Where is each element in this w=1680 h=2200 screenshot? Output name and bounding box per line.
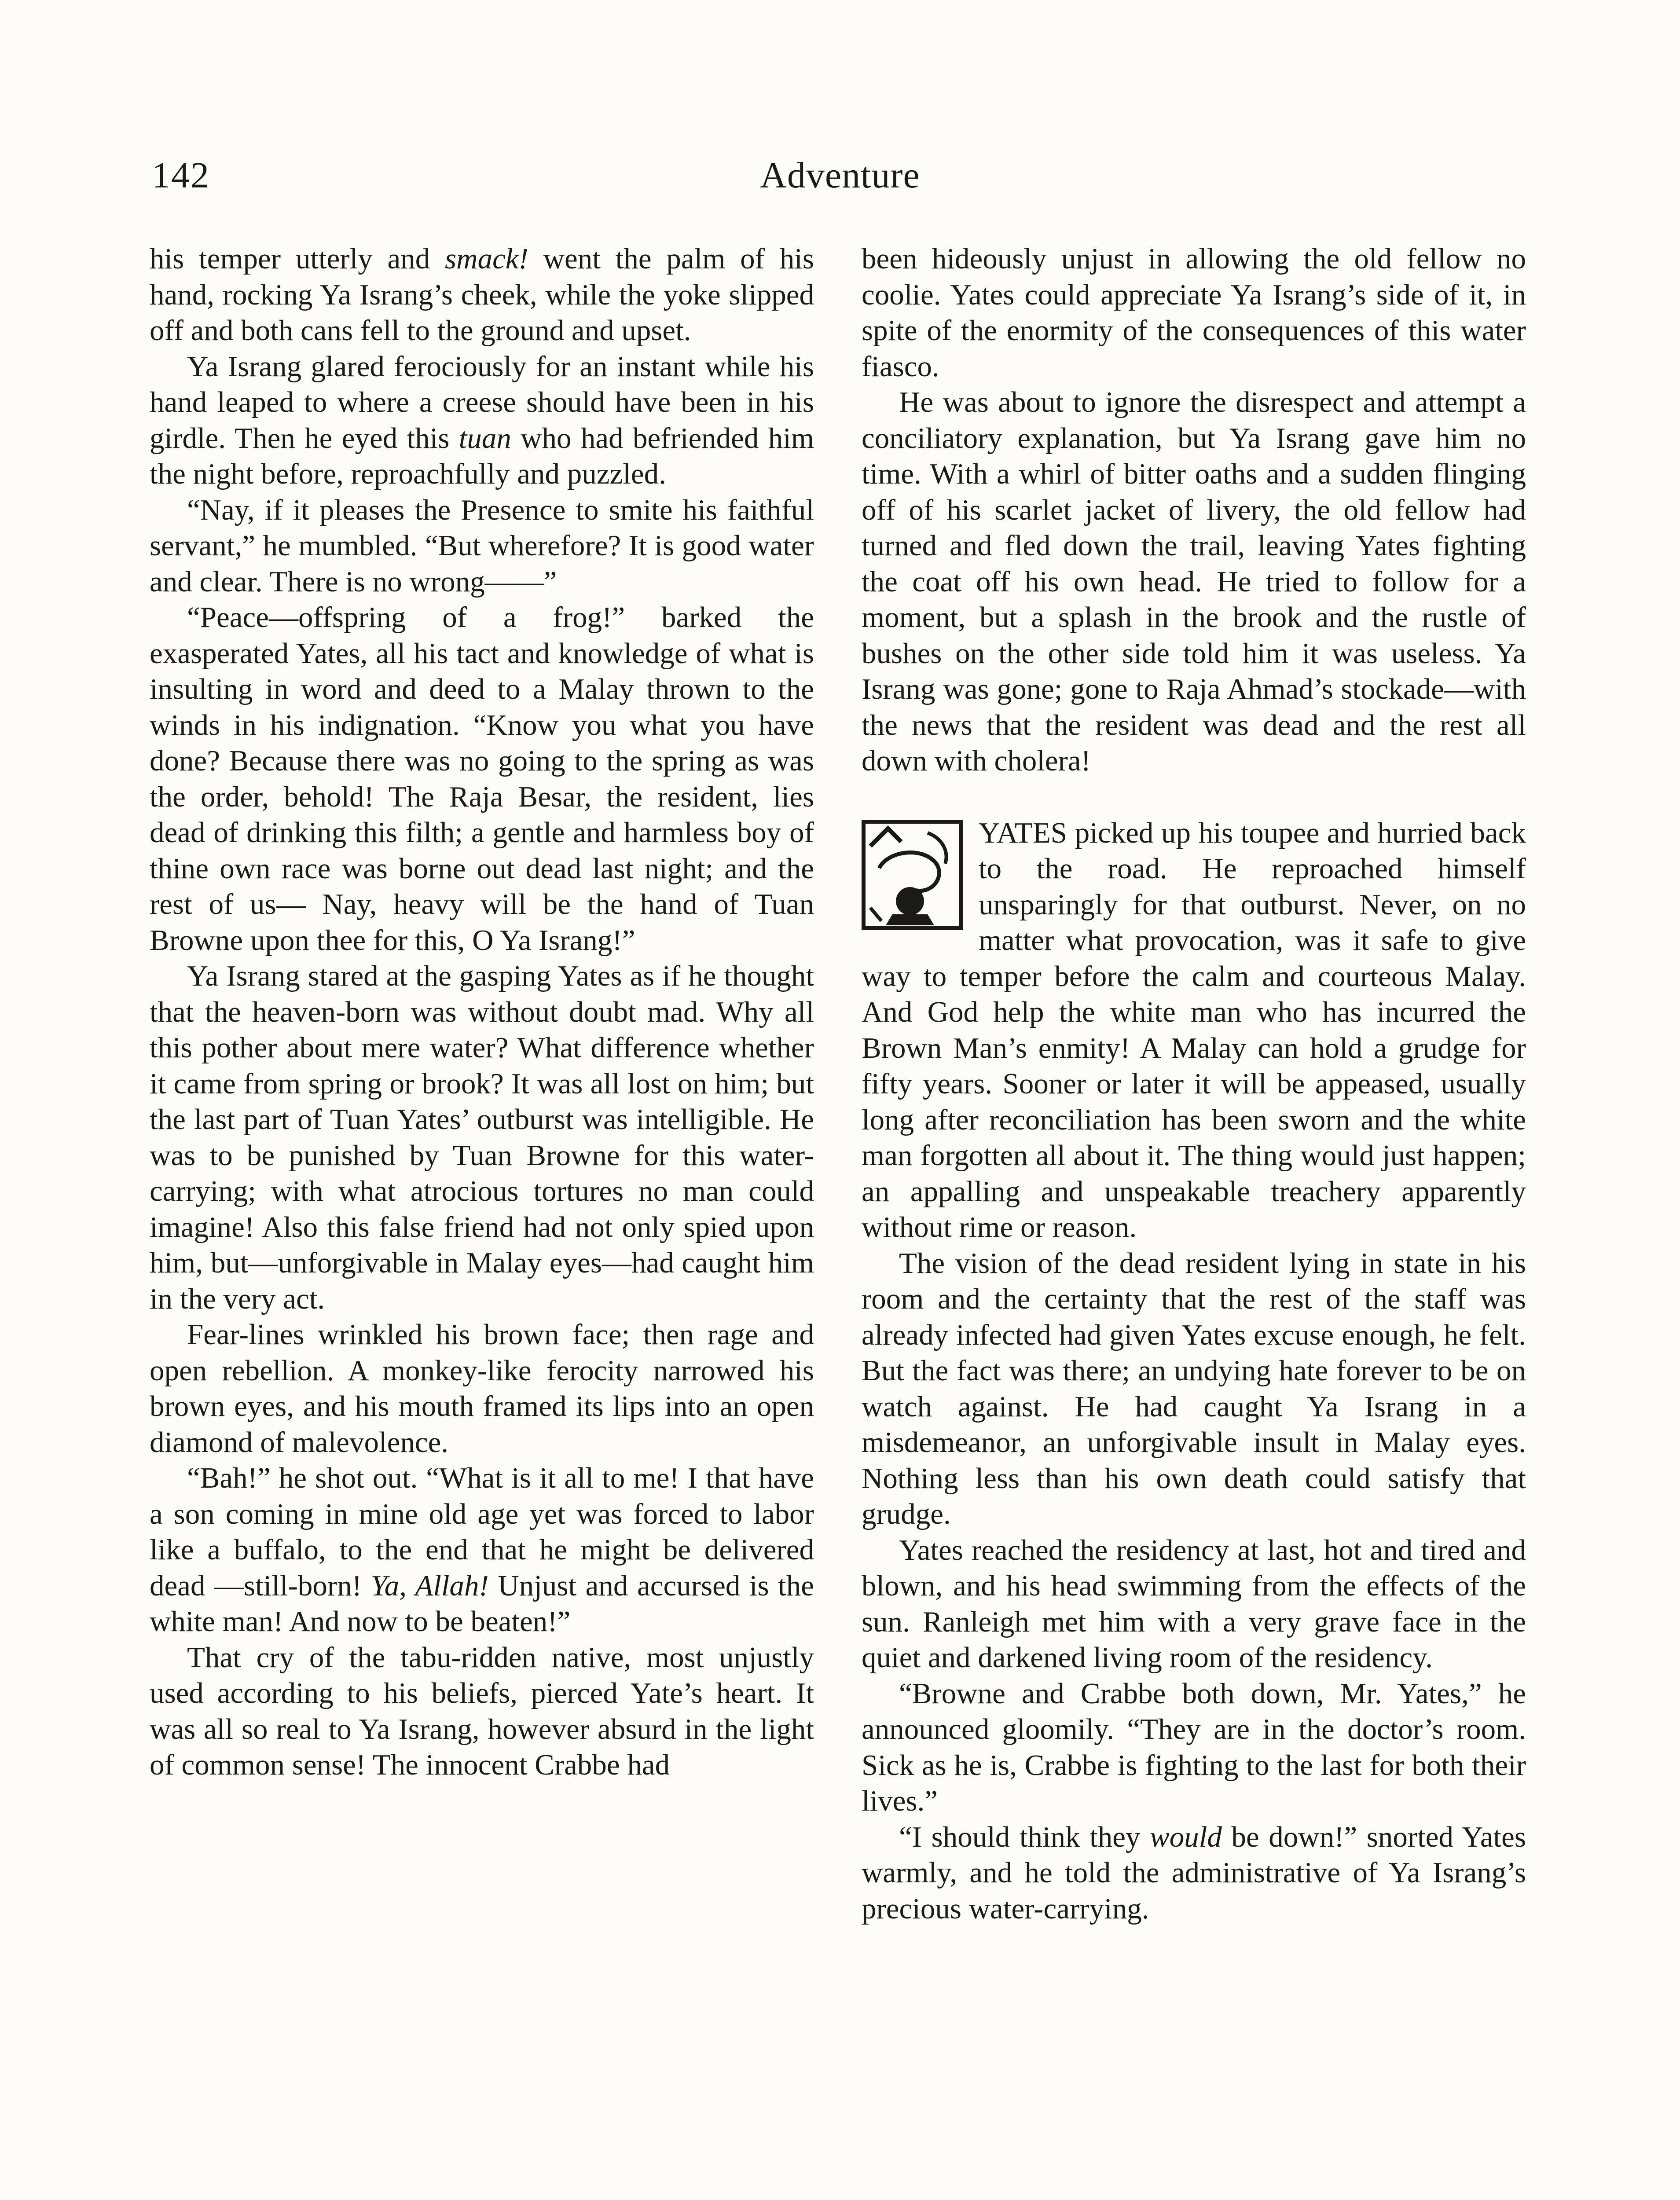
decorative-initial-icon — [862, 820, 963, 930]
paragraph: Ya Israng glared ferociously for an instant while his hand leaped to where a creese should have been in his girdle. Then he eyed this tuan who had befriended him the night before, reproachfully and puzzled. — [150, 350, 814, 490]
right-column — [862, 241, 1526, 1927]
paragraph: “Bah!” he shot out. “What is it all to me! I that have a son coming in mine old age yet was forced to labor like a buffalo, to the end that he might be delivered dead —still-born! Ya, Allah! Unjust and accursed is the white man! And now to be beaten!” — [150, 1462, 814, 1638]
paragraph: The vision of the dead resident lying in state in his room and the certainty that the rest of the staff was already infected had given Yates excuse enough, he felt. But the fact was there; an undying hate forever to be on watch against. He had caught Ya Israng in a misdemeanor, an unforgivable insult in Malay eyes. Nothing less than his own death could satisfy that grudge. — [862, 1247, 1526, 1530]
paragraph: He was about to ignore the disrespect and attempt a conciliatory explanation, but Ya Israng gave him no time. With a whirl of bitter oaths and a sudden flinging off of his scarlet jacket of livery, the old fellow had turned and fled down the trail, leaving Yates fighting the coat off his own head. He tried to follow for a moment, but a splash in the brook and the rustle of bushes on the other side told him it was useless. Ya Israng was gone; gone to Raja Ahmad’s stockade—with the news that the resident was dead and the rest all down with cholera! — [862, 386, 1526, 777]
running-head: Adventure — [760, 155, 920, 196]
left-column — [150, 241, 814, 1783]
paragraph: Ya Israng stared at the gasping Yates as if he thought that the heaven-born was without doubt mad. Why all this pother about mere water? What difference whether it came from spring or brook? It was all lost on him; but the last part of Tuan Yates’ outburst was intelligible. He was to be punished by Tuan Browne for this water-carrying; with what atrocious tortures no man could imagine! Also this false friend had not only spied upon him, but—unforgivable in Malay eyes—had caught him in the very act. — [150, 960, 814, 1315]
paragraph: That cry of the tabu-ridden native, most unjustly used according to his beliefs, pierced Yate’s heart. It was all so real to Ya Israng, however absurd in the light of common sense! The innocent Crabbe had — [150, 1641, 814, 1781]
paragraph: Yates reached the residency at last, hot and tired and blown, and his head swimming from the effects of the sun. Ranleigh met him with a very grave face in the quiet and darkened living room of the residency. — [862, 1533, 1526, 1674]
paragraph: his temper utterly and smack! went the palm of his hand, rocking Ya Israng’s cheek, while the yoke slipped off and both cans fell to the ground and upset. — [150, 242, 814, 347]
paragraph: “I should think they would be down!” snorted Yates warmly, and he told the administrative of Ya Israng’s precious water-carrying. — [862, 1820, 1526, 1925]
paragraph: Fear-lines wrinkled his brown face; then rage and open rebellion. A monkey-like ferocity narrowed his brown eyes, and his mouth framed its lips into an open diamond of malevolence. — [150, 1318, 814, 1459]
paragraph: “Nay, if it pleases the Presence to smite his faithful servant,” he mumbled. “But wherefore? It is good water and clear. There is no wrong——” — [150, 493, 814, 598]
paragraph: “Peace—offspring of a frog!” barked the exasperated Yates, all his tact and knowledge of what is insulting in word and deed to a Malay thrown to the winds in his indignation. “Know you what you have done? Because there was no going to the spring as was the order, behold! The Raja Besar, the resident, lies dead of drinking this filth; a gentle and harmless boy of thine own race was borne out dead last night; and the rest of us— Nay, heavy will be the hand of Tuan Browne upon thee for this, O Ya Israng!” — [150, 601, 814, 957]
section-start-paragraph: YATES picked up his toupee and hurried back to the road. He reproached himself unsparingly for that outburst. Never, on no matter what provocation, was it safe to give way to temper before the calm and courteous Malay. And God help the white man who has incurred the Brown Man’s enmity! A Malay can hold a grudge for fifty years. Sooner or later it will be appeased, usually long after reconciliation has been sworn and the white man forgotten all about it. The thing would just happen; an appalling and unspeakable treachery apparently without rime or reason. — [862, 816, 1526, 1243]
page-number: 142 — [152, 155, 210, 196]
paragraph: “Browne and Crabbe both down, Mr. Yates,” he announced gloomily. “They are in the doctor’s room. Sick as he is, Crabbe is fighting to the last for both their lives.” — [862, 1677, 1526, 1817]
paragraph: been hideously unjust in allowing the old fellow no coolie. Yates could appreciate Ya Israng’s side of it, in spite of the enormity of the consequences of this water fiasco. — [862, 242, 1526, 383]
